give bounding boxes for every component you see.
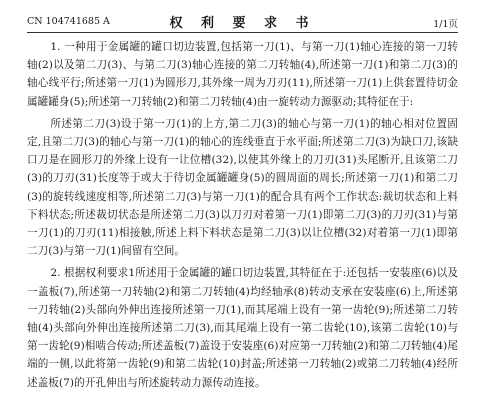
- claim-1-paragraph: 1. 一种用于金属罐的罐口切边装置,包括第一刀(1)、与第一刀(1)轴心连接的第一刀转轴(2)以及第二刀(3)、与第二刀(3)轴心连接的第二刀转轴(4),所述第一刀(1)和第二刀(3)的轴心线平行;所述第一刀(1)为圆形刀,其外缘一周为刀刃(11),所述第一刀(1)上供套置待切金属罐罐身(5);所述第一刀转轴(2)和第二刀转轴(4)由一旋转动力源驱动;其特征在于:: [27, 41, 458, 108]
- claim-1-characterizing-paragraph: 所述第二刀(3)设于第一刀(1)的上方,第二刀(3)的轴心与第一刀(1)的轴心相对位置固定,且第二刀(3)的轴心与第一刀(1)的轴心的连线垂直于水平面;所述第二刀(3)为缺口刀,该缺口刀是在圆形刀的外缘上设有一让位槽(32),以使其外缘上的刀刃(31)头尾断开,且该第二刀(3)的刀刃(31)长度等于或大于待切金属罐罐身(5)的圆周面的周长;所述第一刀(1)和第二刀(3)的旋转线速度相等,所述第二刀(3)与第一刀(1)的配合具有两个工作状态:裁切状态和上料下料状态;所述裁切状态是所述第二刀(3)以刀刃对着第一刀(1)即第二刀(3)的刀刃(31)与第一刀(1)的刀刃(11)相接触,所述上料下料状态是第二刀(3)以让位槽(32)对着第一刀(1)即第二刀(3)与第一刀(1)间留有空间。: [27, 117, 458, 258]
- publication-number: CN 104741685 A: [27, 16, 110, 27]
- header-divider: [27, 32, 458, 33]
- page-number: 1/1页: [433, 19, 458, 30]
- document-title: 权 利 要 求 书: [169, 16, 316, 31]
- claims-body: [27, 38, 458, 392]
- page-header: [27, 12, 458, 34]
- claim-2-paragraph: 2. 根据权利要求1所述用于金属罐的罐口切边装置,其特征在于:还包括一安装座(6)以及一盖板(7),所述第一刀转轴(2)和第二刀转轴(4)均经轴承(8)转动支承在安装座(6)上,所述第一刀转轴(2)头部向外伸出连接所述第一刀(1),而其尾端上设有一第一齿轮(9);所述第二刀转轴(4)头部向外伸出连接所述第二刀(3),而其尾端上设有一第二齿轮(10),该第二齿轮(10)与第一齿轮(9)相啮合传动;所述盖板(7)盖设于安装座(6)对应第一刀转轴(2)和第二刀转轴(4)尾端的一侧,以此将第一齿轮(9)和第二齿轮(10)封盖;所述第一刀转轴(2)或第二刀转轴(4)经所述盖板(7)的开孔伸出与所述旋转动力源传动连接。: [27, 267, 458, 389]
